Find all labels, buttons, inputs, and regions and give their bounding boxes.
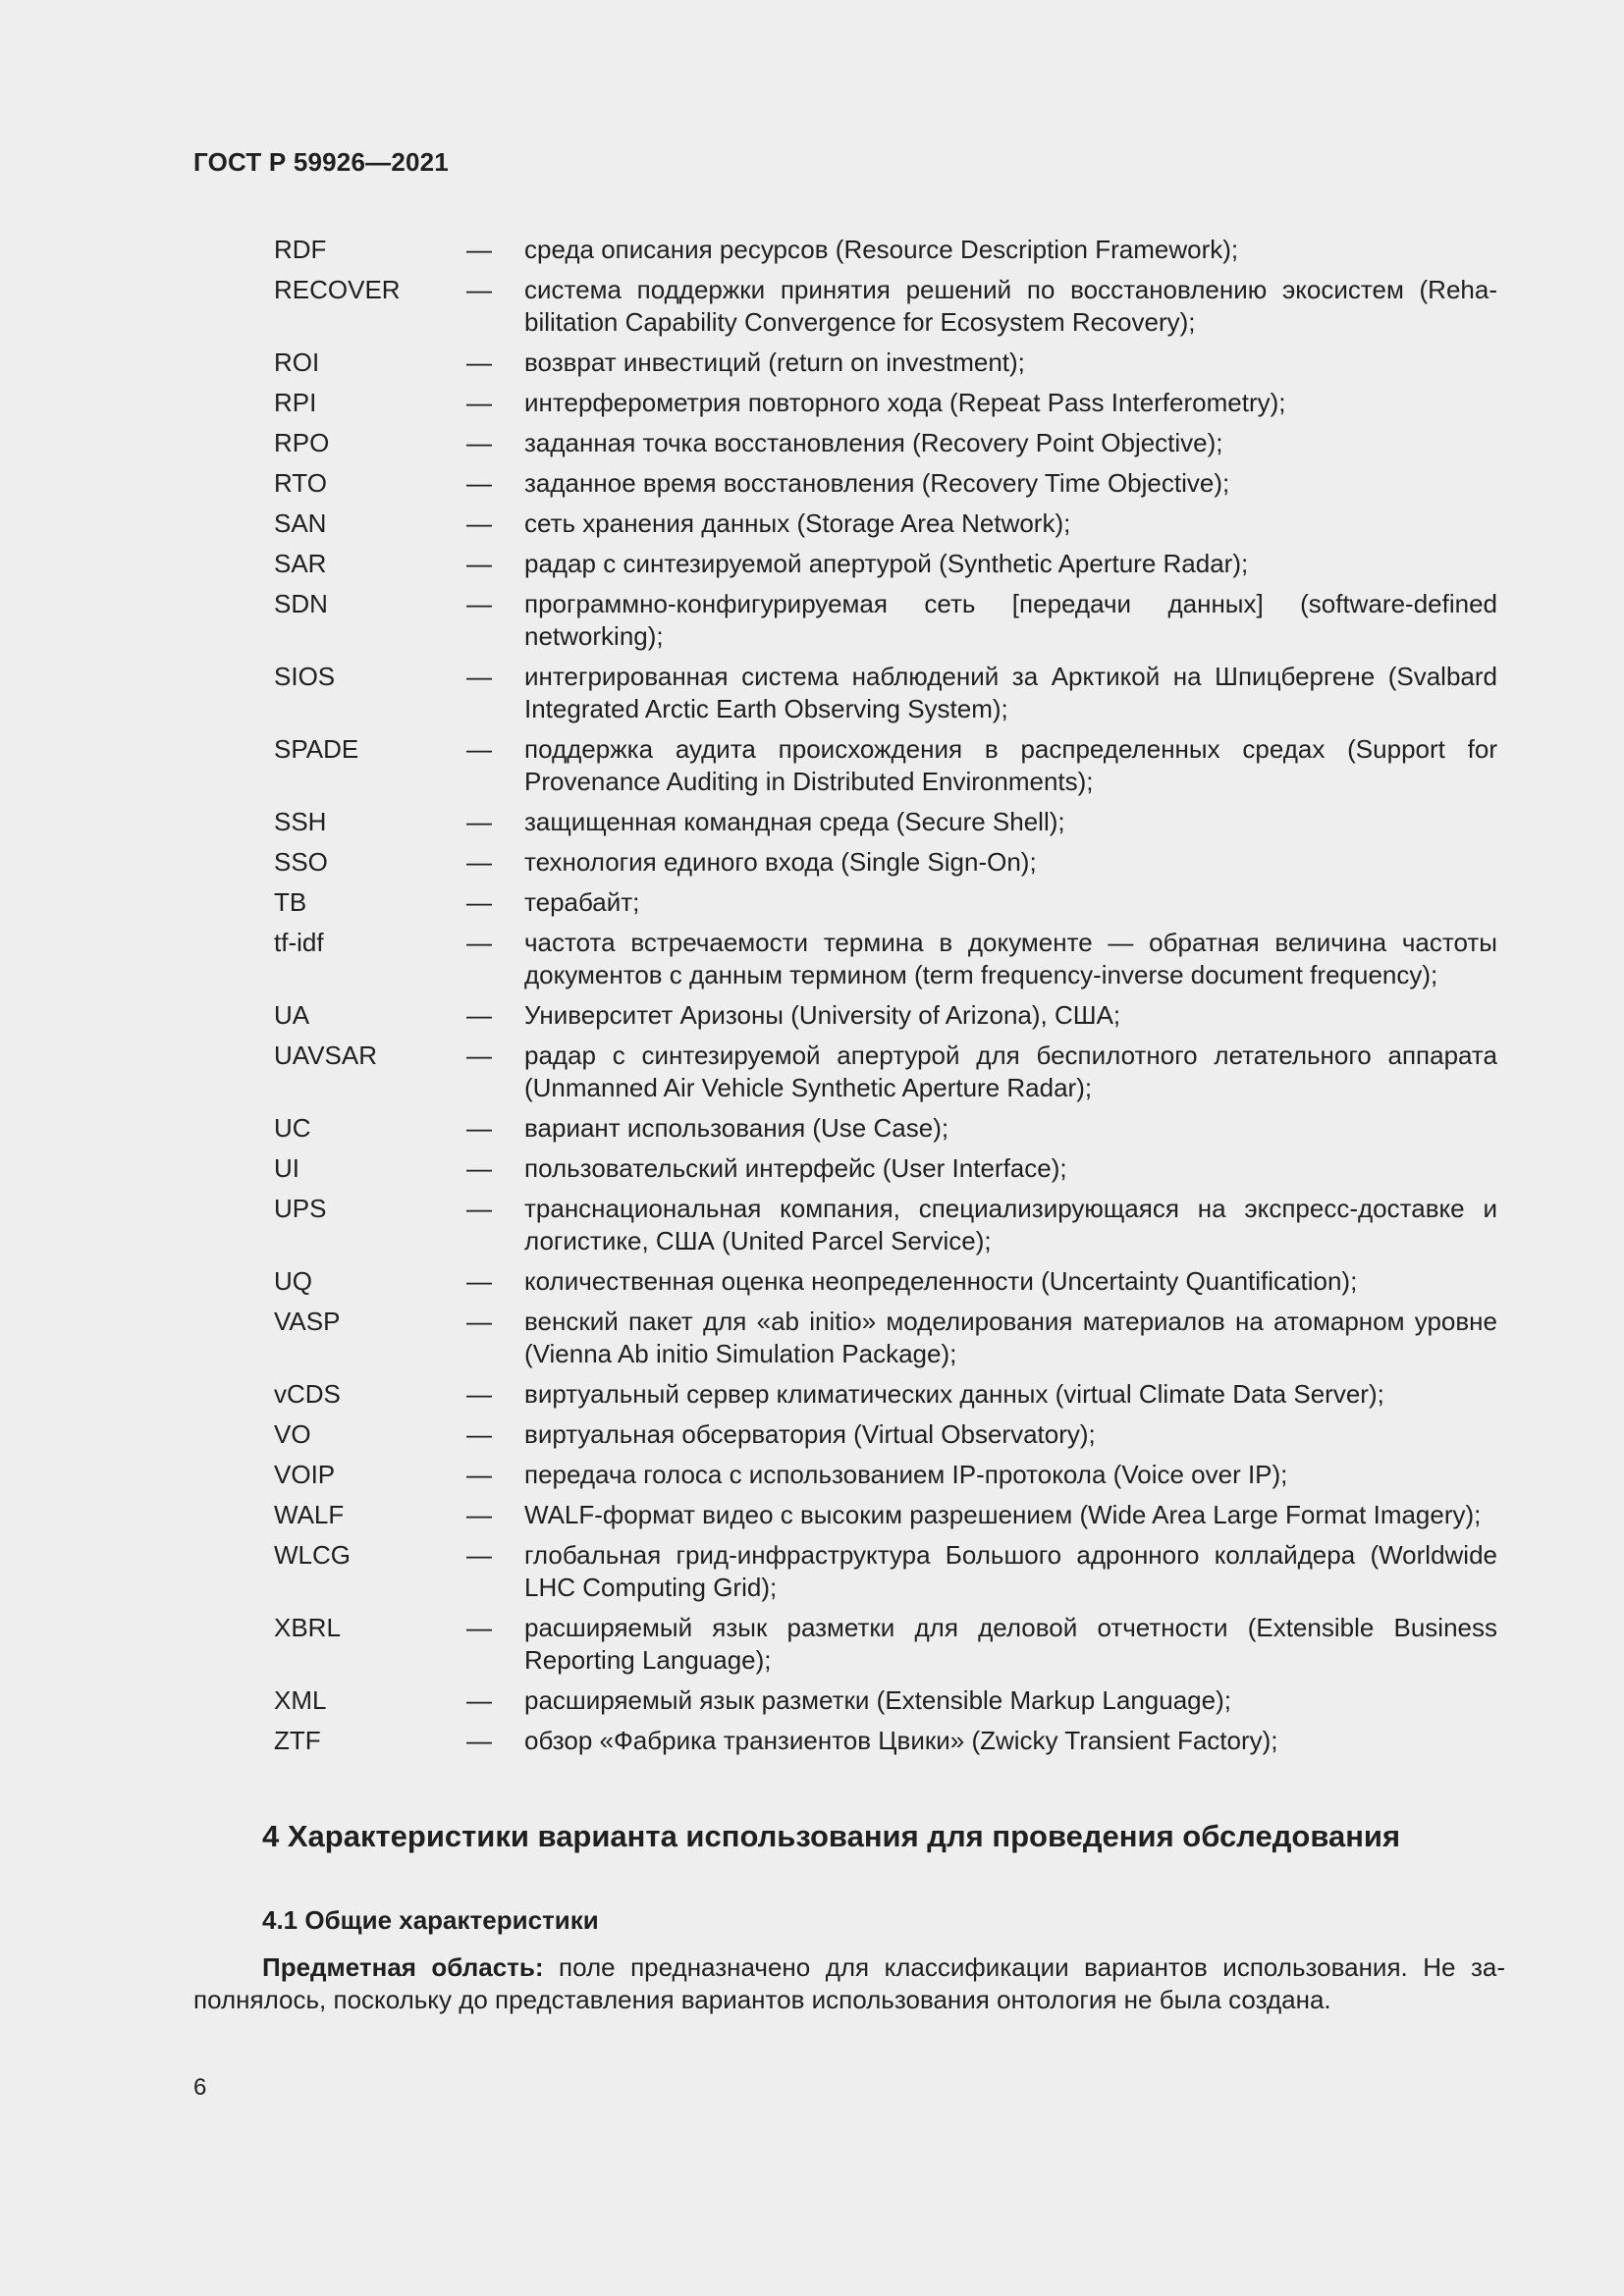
abbreviation-definition: интерферометрия повторного хода (Repeat Pass Interferometry); <box>524 388 1286 417</box>
abbreviation-definition: расширяемый язык разметки (Extensible Markup Language); <box>524 1685 1231 1715</box>
abbreviation-dash: — <box>466 662 492 691</box>
abbreviation-row <box>274 806 1497 838</box>
abbreviation-dash: — <box>466 589 492 618</box>
abbreviation-term: UAVSAR <box>274 1041 377 1070</box>
abbreviation-definition: интегрированная система наблюдений за Арктикой на Шпицбергене (Svalbard Integrated Arctic Earth Observing System); <box>524 662 1497 723</box>
abbreviation-definition: расширяемый язык разметки для деловой отчетности (Extensible Business Reporting Language); <box>524 1613 1497 1675</box>
abbreviation-definition: обзор «Фабрика транзиентов Цвики» (Zwicky Transient Factory); <box>524 1726 1278 1755</box>
abbreviation-row <box>274 927 1497 991</box>
abbreviation-definition: частота встречаемости термина в документе — обратная величина частоты документов с данным термином (term frequency-inverse document frequency); <box>524 928 1497 989</box>
section-heading: 4 Характеристики варианта использования для проведения обследования <box>262 1819 1401 1853</box>
abbreviation-row <box>274 846 1497 879</box>
abbreviation-row <box>274 1459 1497 1491</box>
abbreviation-dash: — <box>466 847 492 877</box>
abbreviation-dash: — <box>466 1000 492 1030</box>
abbreviation-dash: — <box>466 508 492 538</box>
abbreviation-term: UA <box>274 1000 310 1030</box>
abbreviation-row <box>274 1265 1497 1298</box>
abbreviation-row <box>274 1725 1497 1757</box>
abbreviation-row <box>274 1684 1497 1717</box>
abbreviation-term: XML <box>274 1685 327 1715</box>
abbreviation-definition: количественная оценка неопределенности (Uncertainty Quantification); <box>524 1266 1358 1296</box>
abbreviation-definition: радар с синтезируемой апертурой (Synthetic Aperture Radar); <box>524 549 1249 578</box>
abbreviation-definition: заданное время восстановления (Recovery Time Objective); <box>524 468 1230 498</box>
abbreviation-term: ROI <box>274 347 320 377</box>
abbreviation-dash: — <box>466 388 492 417</box>
abbreviation-row <box>274 347 1497 379</box>
abbreviation-definition: вариант использования (Use Case); <box>524 1113 949 1143</box>
abbreviation-dash: — <box>466 1540 492 1570</box>
abbreviation-dash: — <box>466 1266 492 1296</box>
page-number: 6 <box>193 2074 207 2101</box>
abbreviation-row <box>274 1040 1497 1104</box>
abbreviation-definition: глобальная грид-инфраструктура Большого адронного коллайдера (Worldwide LHC Computing Grid); <box>524 1540 1497 1602</box>
abbreviation-term: SAR <box>274 549 327 578</box>
paragraph-text: поле предназначено для классификации вариантов использования. Не заполнялось, поскольку до представления вариантов использования онтология не была создана. <box>193 1952 1506 2014</box>
abbreviation-dash: — <box>466 1726 492 1755</box>
abbreviation-term: XBRL <box>274 1613 341 1642</box>
abbreviation-term: SPADE <box>274 734 359 764</box>
abbreviation-term: VOIP <box>274 1460 336 1489</box>
abbreviation-term: SSO <box>274 847 328 877</box>
abbreviation-dash: — <box>466 347 492 377</box>
abbreviation-definition: технология единого входа (Single Sign-On); <box>524 847 1037 877</box>
abbreviation-row <box>274 886 1497 919</box>
abbreviation-term: SIOS <box>274 662 336 691</box>
abbreviation-definition: WALF-формат видео с высоким разрешением (Wide Area Large Format Imagery); <box>524 1500 1482 1529</box>
abbreviation-dash: — <box>466 1379 492 1409</box>
abbreviation-term: VO <box>274 1419 311 1449</box>
abbreviation-definition: заданная точка восстановления (Recovery Point Objective); <box>524 428 1223 457</box>
abbreviation-term: RPI <box>274 388 317 417</box>
abbreviation-row <box>274 1612 1497 1677</box>
abbreviation-row <box>274 387 1497 419</box>
abbreviation-dash: — <box>466 1460 492 1489</box>
abbreviation-term: WLCG <box>274 1540 351 1570</box>
abbreviation-term: SAN <box>274 508 327 538</box>
abbreviation-term: UC <box>274 1113 311 1143</box>
abbreviation-definition: венский пакет для «ab initio» моделирования материалов на атомарном уровне (Vienna Ab initio Simulation Package); <box>524 1307 1497 1368</box>
abbreviation-dash: — <box>466 1307 492 1336</box>
abbreviation-term: RECOVER <box>274 275 401 304</box>
abbreviation-term: UQ <box>274 1266 312 1296</box>
abbreviation-row <box>274 1152 1497 1185</box>
abbreviation-row <box>274 733 1497 798</box>
abbreviation-dash: — <box>466 275 492 304</box>
abbreviation-row <box>274 467 1497 500</box>
abbreviation-row <box>274 1112 1497 1145</box>
subsection-heading: 4.1 Общие характеристики <box>262 1905 599 1935</box>
document-header: ГОСТ Р 59926—2021 <box>193 147 449 177</box>
abbreviation-row <box>274 1306 1497 1370</box>
abbreviation-definition: пользовательский интерфейс (User Interface); <box>524 1153 1067 1183</box>
abbreviation-term: VASP <box>274 1307 341 1336</box>
abbreviation-definition: среда описания ресурсов (Resource Description Framework); <box>524 235 1239 264</box>
abbreviation-definition: поддержка аудита происхождения в распределенных средах (Support for Provenance Auditing in Distributed Environments); <box>524 734 1497 796</box>
abbreviation-dash: — <box>466 1613 492 1642</box>
abbreviation-definition: транснациональная компания, специализирующаяся на экспресс-доставке и логистике, США (United Parcel Service); <box>524 1194 1497 1255</box>
abbreviation-definition: виртуальный сервер климатических данных (virtual Climate Data Server); <box>524 1379 1384 1409</box>
abbreviation-term: vCDS <box>274 1379 341 1409</box>
abbreviation-row <box>274 588 1497 653</box>
abbreviations-list <box>274 234 1497 1765</box>
abbreviation-row <box>274 1193 1497 1257</box>
abbreviation-dash: — <box>466 887 492 917</box>
abbreviation-definition: Университет Аризоны (University of Arizona), США; <box>524 1000 1121 1030</box>
abbreviation-definition: передача голоса с использованием IP-протокола (Voice over IP); <box>524 1460 1288 1489</box>
abbreviation-dash: — <box>466 1419 492 1449</box>
abbreviation-dash: — <box>466 928 492 957</box>
abbreviation-definition: терабайт; <box>524 887 640 917</box>
abbreviation-dash: — <box>466 1153 492 1183</box>
abbreviation-row <box>274 1418 1497 1451</box>
abbreviation-row <box>274 1378 1497 1411</box>
abbreviation-dash: — <box>466 1500 492 1529</box>
abbreviation-term: SDN <box>274 589 328 618</box>
abbreviation-dash: — <box>466 734 492 764</box>
abbreviation-dash: — <box>466 468 492 498</box>
abbreviation-row <box>274 507 1497 540</box>
abbreviation-term: RDF <box>274 235 327 264</box>
abbreviation-dash: — <box>466 807 492 836</box>
abbreviation-definition: возврат инвестиций (return on investment); <box>524 347 1025 377</box>
abbreviation-dash: — <box>466 428 492 457</box>
abbreviation-term: TB <box>274 887 307 917</box>
abbreviation-row <box>274 1539 1497 1604</box>
body-paragraph <box>193 1951 1505 2016</box>
abbreviation-dash: — <box>466 235 492 264</box>
abbreviation-term: SSH <box>274 807 327 836</box>
abbreviation-dash: — <box>466 1194 492 1223</box>
abbreviation-row <box>274 1499 1497 1531</box>
abbreviation-definition: программно-конфигурируемая сеть [передачи данных] (software-defined networking); <box>524 589 1497 651</box>
abbreviation-dash: — <box>466 1041 492 1070</box>
paragraph-lead: Предметная область: <box>262 1952 544 1982</box>
abbreviation-term: RPO <box>274 428 330 457</box>
abbreviation-definition: радар с синтезируемой апертурой для беспилотного летательного аппарата (Unmanned Air Vehicle Synthetic Aperture Radar); <box>524 1041 1497 1102</box>
abbreviation-definition: система поддержки принятия решений по восстановлению экосистем (Rehabilitation Capability Convergence for Ecosystem Recovery); <box>524 275 1497 337</box>
abbreviation-definition: виртуальная обсерватория (Virtual Observatory); <box>524 1419 1096 1449</box>
abbreviation-term: WALF <box>274 1500 345 1529</box>
abbreviation-dash: — <box>466 1685 492 1715</box>
abbreviation-row <box>274 274 1497 339</box>
abbreviation-term: ZTF <box>274 1726 321 1755</box>
abbreviation-term: tf-idf <box>274 928 324 957</box>
abbreviation-dash: — <box>466 549 492 578</box>
abbreviation-row <box>274 427 1497 459</box>
abbreviation-row <box>274 548 1497 580</box>
abbreviation-definition: защищенная командная среда (Secure Shell); <box>524 807 1065 836</box>
abbreviation-term: UI <box>274 1153 299 1183</box>
abbreviation-definition: сеть хранения данных (Storage Area Network); <box>524 508 1071 538</box>
abbreviation-term: UPS <box>274 1194 327 1223</box>
abbreviation-row <box>274 999 1497 1032</box>
abbreviation-row <box>274 661 1497 725</box>
abbreviation-term: RTO <box>274 468 327 498</box>
abbreviation-row <box>274 234 1497 266</box>
abbreviation-dash: — <box>466 1113 492 1143</box>
